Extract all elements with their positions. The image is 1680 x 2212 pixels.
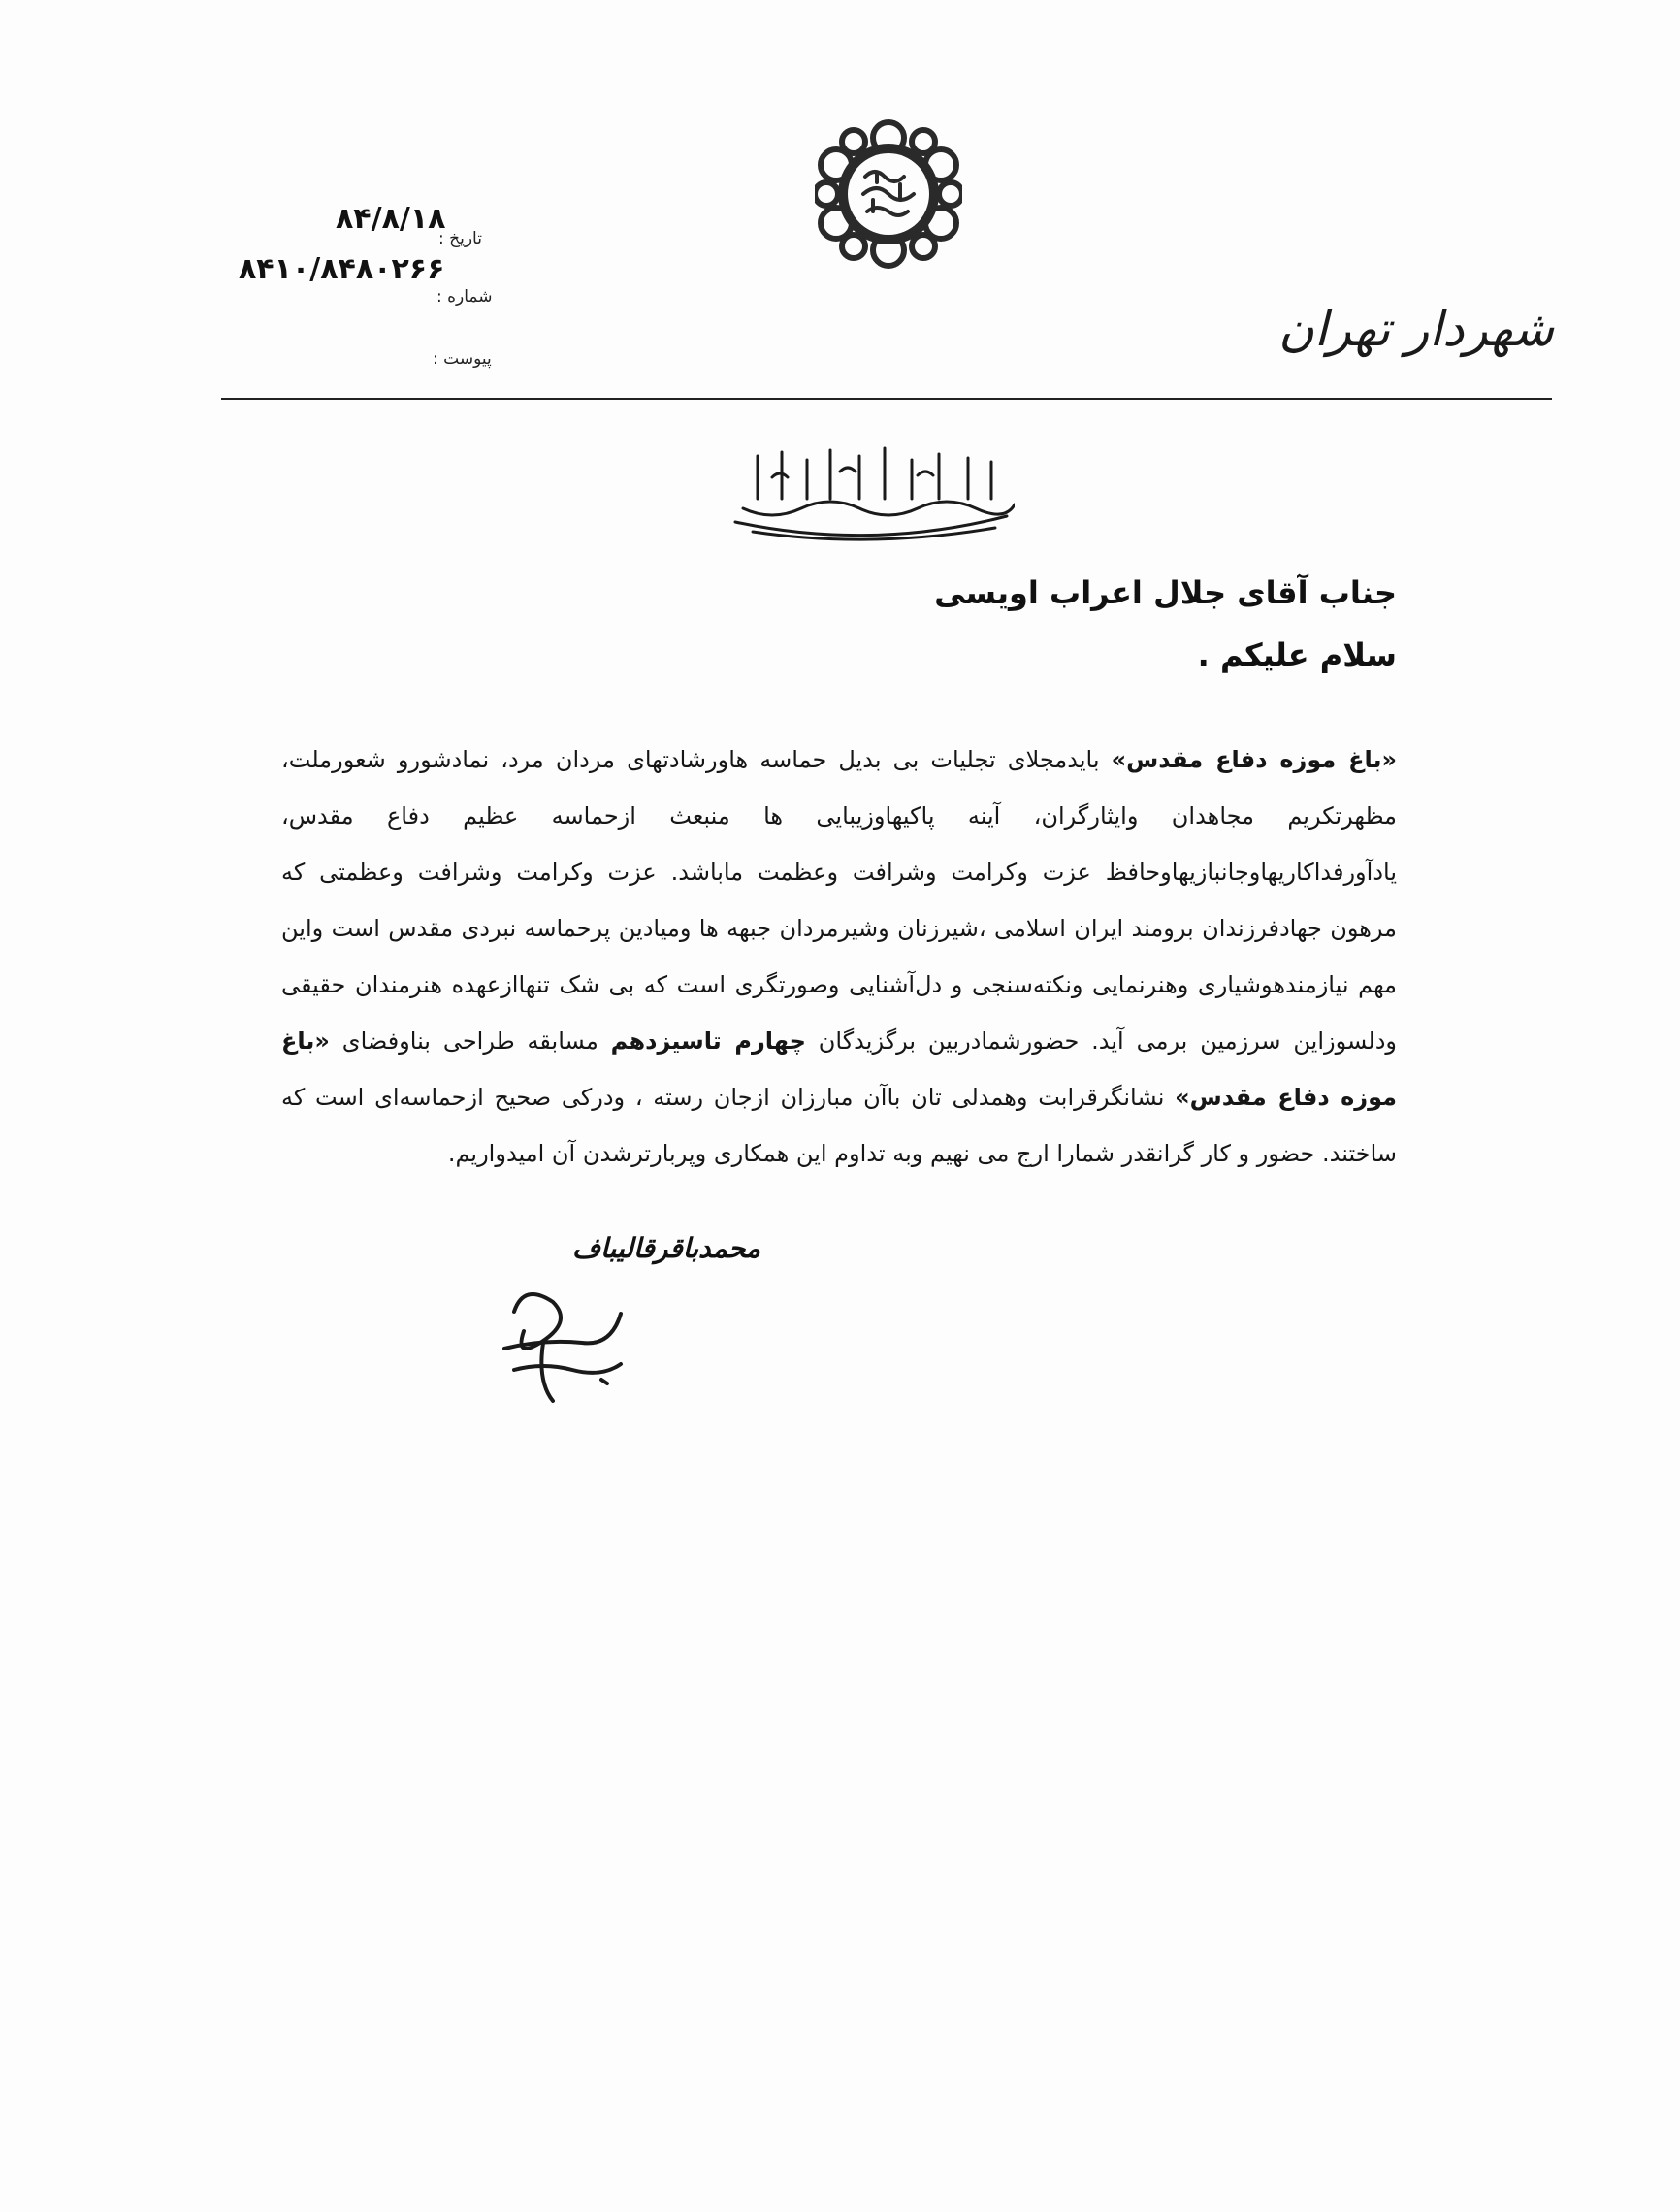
letter-number-value: ۸۴۱۰/۸۴۸۰۲۶۶: [239, 252, 445, 286]
body-text-2: مسابقه طراحی بناوفضای: [329, 1027, 611, 1055]
letter-number-label: شماره :: [436, 287, 493, 307]
header-divider: [221, 398, 1552, 400]
body-bold-rank: چهارم تاسیزدهم: [610, 1027, 806, 1055]
date-value: ۸۴/۸/۱۸: [336, 202, 446, 236]
signer-name: محمدباقرقالیباف: [572, 1232, 761, 1264]
body-bold-title-2: «باغ موزه دفاع مقدس»: [281, 1027, 1398, 1111]
letter-body: [281, 732, 1397, 1182]
attachment-label: پیوست :: [433, 349, 492, 369]
recipient-line: جناب آقای جلال اعراب اویسی: [934, 574, 1397, 611]
tehran-municipality-emblem-icon: [815, 116, 962, 272]
org-title: شهردار تهران: [1278, 301, 1554, 357]
body-text-1: بایدمجلای تجلیات بی بدیل حماسه هاورشادتهای مردان مرد، نمادشورو شعورملت، مظهرتکریم مجاهدان وایثارگران، آینه پاکیهاوزیبایی ها منبعث ازحماسه عظیم دفاع مقدس، یادآورفداکاریهاوجانبازیهاوحافظ عزت وکرامت وشرافت وعظمت ماباشد. عزت وکرامت وشرافت وعظمتی که مرهون جهادفرزندان برومند ایران اسلامی ،شیرزنان وشیرمردان جبهه ها ومیادین پرحماسه نبردی مقدس است واین مهم نیازمندهوشیاری وهنرنمایی ونکته‌سنجی و دل‌آشنایی وصورتگری است که بی شک تنهاازعهده هنرمندان حقیقی ودلسوزاین سرزمین برمی آید. حضورشمادربین برگزیدگان: [281, 746, 1397, 1055]
body-bold-title-1: «باغ موزه دفاع مقدس»: [1111, 746, 1397, 773]
greeting-line: سلام علیکم .: [1197, 636, 1397, 673]
body-text-3: نشانگرقرابت وهمدلی تان باآن مبارزان ازجان رسته ، ودرکی صحیح ازحماسه‌ای است که ساختند. حضور و کار گرانقدر شمارا ارج می نهیم وبه تداوم این همکاری وپربارترشدن آن امیدواریم.: [281, 1084, 1397, 1167]
date-label: تاریخ :: [438, 229, 482, 248]
handwritten-signature-icon: [475, 1273, 650, 1418]
basmala-calligraphy-icon: [724, 439, 1015, 545]
